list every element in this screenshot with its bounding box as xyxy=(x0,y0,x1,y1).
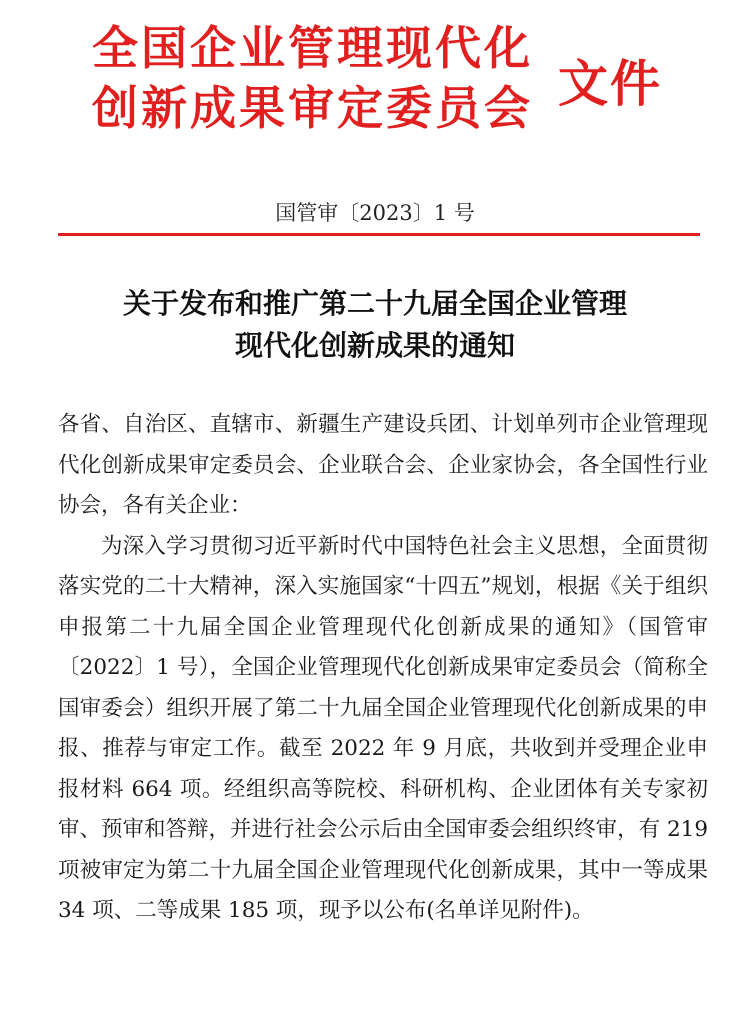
notice-title-line-2: 现代化创新成果的通知 xyxy=(234,329,515,362)
body-paragraph-1: 为深入学习贯彻习近平新时代中国特色社会主义思想，全面贯彻落实党的二十大精神，深入实施国家“十四五”规划，根据《关于组织申报第二十九届全国企业管理现代化创新成果的通知》（国管审〔2022〕1 号），全国企业管理现代化创新成果审定委员会（简称全国审委会）组织开展了第二十九届全国企业管理现代化创新成果的申报、推荐与审定工作。截至 2022 年 9 月底，共收到并受理企业申报材料 664 项。经组织高等院校、科研机构、企业团体有关专家初审、预审和答辩，并进行社会公示后由全国审委会组织终审，有 219 项被审定为第二十九届全国企业管理现代化创新成果，其中一等成果 34 项、二等成果 185 项，现予以公布(名单详见附件)。 xyxy=(58,533,708,923)
issuing-organization xyxy=(92,18,533,138)
notice-title xyxy=(0,283,750,367)
organization-name-line-2: 创新成果审定委员会 xyxy=(92,81,533,135)
notice-body xyxy=(58,405,708,932)
addressee-paragraph: 各省、自治区、直辖市、新疆生产建设兵团、计划单列市企业管理现代化创新成果审定委员会、企业联合会、企业家协会，各全国性行业协会，各有关企业： xyxy=(58,412,708,518)
red-divider-line xyxy=(58,233,700,236)
document-type-label: 文件 xyxy=(558,54,662,113)
notice-title-line-1: 关于发布和推广第二十九届全国企业管理 xyxy=(122,287,627,320)
document-number: 国管审〔2023〕1 号 xyxy=(275,201,475,225)
organization-name-line-1: 全国企业管理现代化 xyxy=(92,21,533,75)
